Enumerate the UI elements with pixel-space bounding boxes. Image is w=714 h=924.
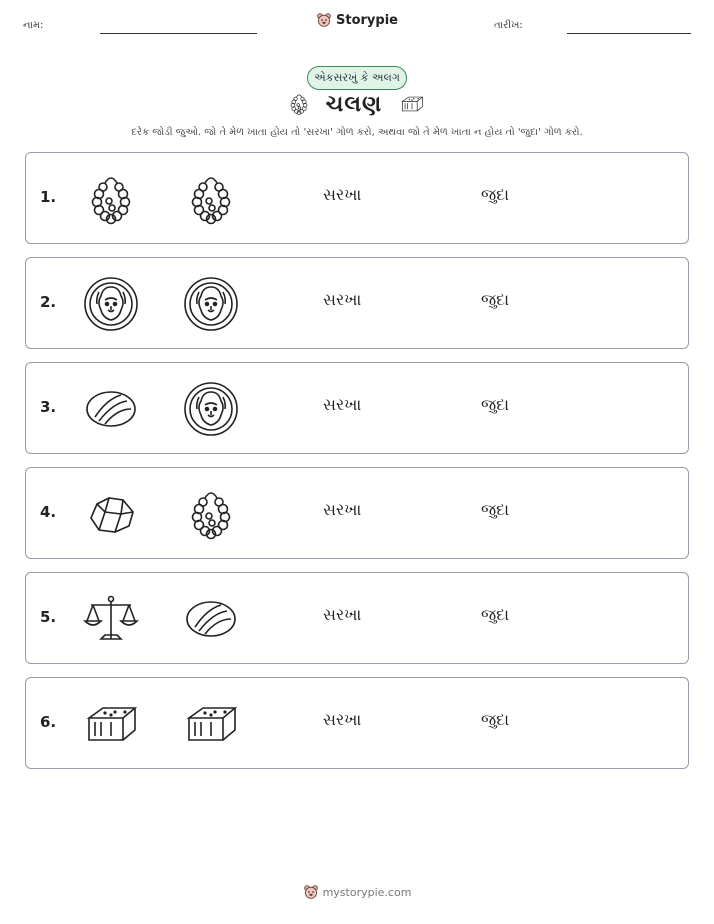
beads-icon <box>286 91 312 117</box>
question-number: 6. <box>40 713 57 731</box>
different-option[interactable]: જુદા <box>481 395 510 414</box>
shell-icon <box>181 589 241 649</box>
beads-icon <box>81 169 141 229</box>
salt-block-icon <box>181 694 241 754</box>
scale-icon <box>81 589 141 649</box>
footer <box>0 884 714 900</box>
different-option[interactable]: જુદા <box>481 185 510 204</box>
worksheet-type-badge: એકસરખું કે અલગ <box>307 66 407 90</box>
same-option[interactable]: સરખા <box>323 500 362 519</box>
question-row-6 <box>25 677 689 769</box>
brand-logo <box>0 12 714 28</box>
brand-text: Storypie <box>336 12 398 28</box>
lion-coin-icon <box>181 379 241 439</box>
question-row-5 <box>25 572 689 664</box>
same-option[interactable]: સરખા <box>323 605 362 624</box>
different-option[interactable]: જુદા <box>481 500 510 519</box>
question-number: 2. <box>40 293 57 311</box>
salt-block-icon <box>396 91 428 117</box>
beads-icon <box>181 484 241 544</box>
page-title: ચલણ <box>325 91 383 117</box>
beads-icon <box>181 169 241 229</box>
lion-coin-icon <box>81 274 141 334</box>
name-label: નામ: <box>23 20 44 31</box>
question-number: 4. <box>40 503 57 521</box>
name-line[interactable] <box>100 33 257 34</box>
different-option[interactable]: જુદા <box>481 290 510 309</box>
title-row <box>0 91 714 117</box>
same-option[interactable]: સરખા <box>323 710 362 729</box>
same-option[interactable]: સરખા <box>323 290 362 309</box>
question-number: 3. <box>40 398 57 416</box>
instructions: દરેક જોડી જુઓ. જો તે મેળ ખાતા હોય તો 'સરખા' ગોળ કરો, અથવા જો તે મેળ ખાતા ન હોય તો 'જુદા' ગોળ કરો. <box>131 127 583 138</box>
question-row-3 <box>25 362 689 454</box>
question-row-4 <box>25 467 689 559</box>
bear-icon <box>303 884 319 900</box>
bear-icon <box>316 12 332 28</box>
question-row-2 <box>25 257 689 349</box>
date-label: તારીખ: <box>494 20 523 31</box>
stone-icon <box>81 484 141 544</box>
date-line[interactable] <box>567 33 691 34</box>
lion-coin-icon <box>181 274 241 334</box>
salt-block-icon <box>81 694 141 754</box>
different-option[interactable]: જુદા <box>481 605 510 624</box>
question-number: 1. <box>40 188 57 206</box>
different-option[interactable]: જુદા <box>481 710 510 729</box>
shell-icon <box>81 379 141 439</box>
footer-url[interactable]: mystorypie.com <box>322 885 412 899</box>
same-option[interactable]: સરખા <box>323 185 362 204</box>
question-row-1 <box>25 152 689 244</box>
question-number: 5. <box>40 608 57 626</box>
same-option[interactable]: સરખા <box>323 395 362 414</box>
